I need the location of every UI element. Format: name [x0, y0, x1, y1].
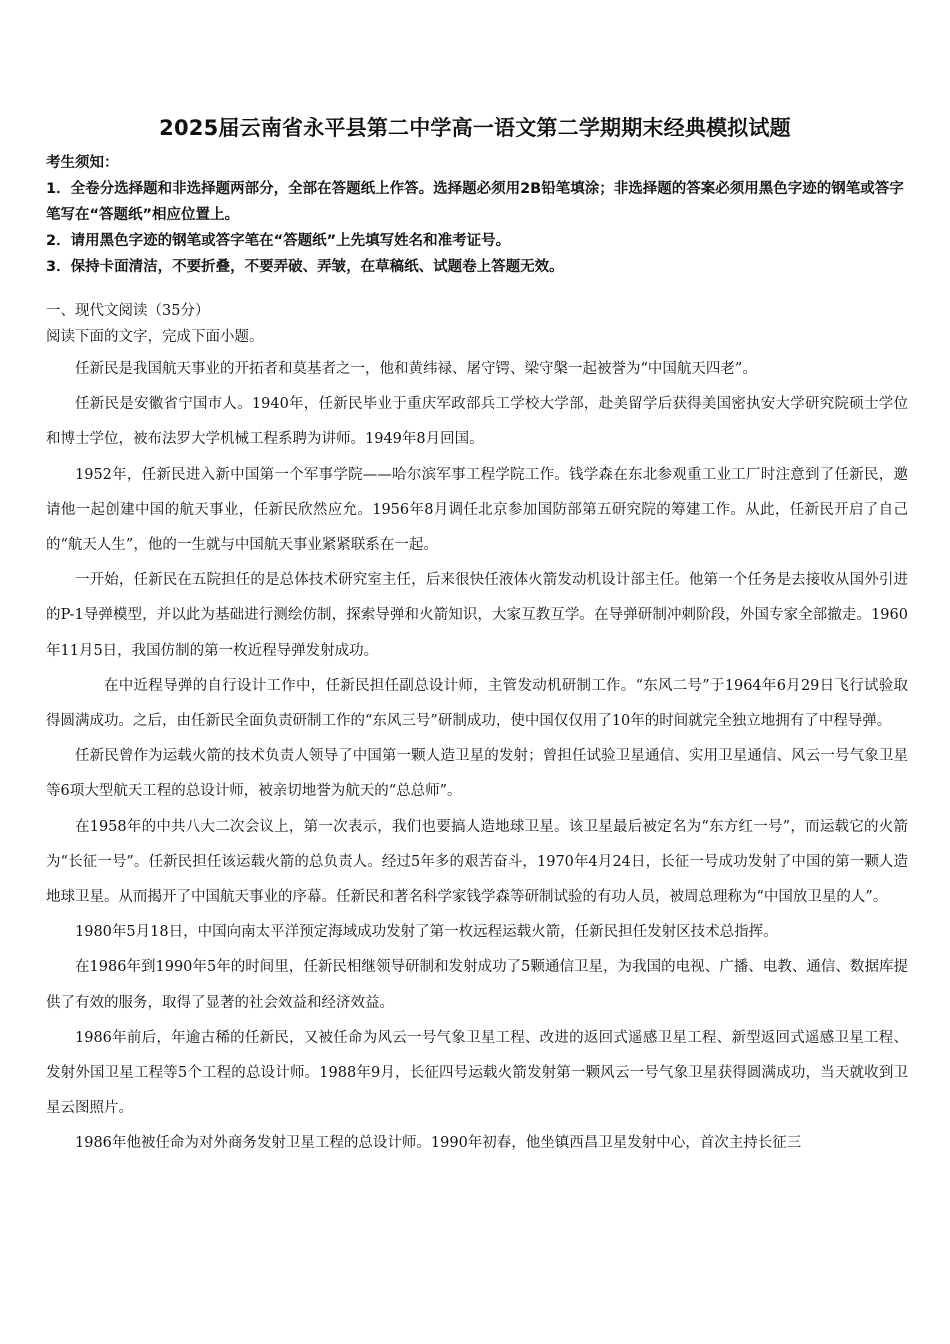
notice-heading: 考生须知：	[46, 155, 119, 171]
notice-item: 1．全卷分选择题和非选择题两部分，全部在答题纸上作答。选择题必须用2B铅笔填涂；非选择题的答案必须用黑色字迹的钢笔或答字笔写在“答题纸”相应位置上。	[46, 181, 904, 223]
notice-item: 3．保持卡面清洁，不要折叠，不要弄破、弄皱，在草稿纸、试题卷上答题无效。	[46, 259, 564, 275]
passage-paragraph: 1952年，任新民进入新中国第一个军事学院——哈尔滨军事工程学院工作。钱学森在东北参观重工业工厂时注意到了任新民，邀请他一起创建中国的航天事业，任新民欣然应允。1956年8月调任北京参加国防部第五研究院的筹建工作。从此，任新民开启了自己的“航天人生”，他的一生就与中国航天事业紧紧联系在一起。	[46, 466, 908, 554]
passage-paragraph: 1986年前后，年逾古稀的任新民，又被任命为风云一号气象卫星工程、改进的返回式遥感卫星工程、新型返回式遥感卫星工程、发射外国卫星工程等5个工程的总设计师。1988年9月，长征四号运载火箭发射第一颗风云一号气象卫星获得圆满成功，当天就收到卫星云图照片。	[46, 1029, 908, 1117]
passage-paragraph: 任新民曾作为运载火箭的技术负责人领导了中国第一颗人造卫星的发射；曾担任试验卫星通信、实用卫星通信、风云一号气象卫星等6项大型航天工程的总设计师，被亲切地誉为航天的“总总师”。	[46, 748, 908, 800]
passage-paragraph: 在1986年到1990年5年的时间里，任新民相继领导研制和发射成功了5颗通信卫星，为我国的电视、广播、电教、通信、数据库提供了有效的服务，取得了显著的社会效益和经济效益。	[46, 959, 908, 1011]
candidate-notice	[46, 150, 908, 280]
section-instruction: 阅读下面的文字，完成下面小题。	[46, 329, 264, 345]
passage-paragraph: 1980年5月18日，中国向南太平洋预定海域成功发射了第一枚远程运载火箭，任新民担任发射区技术总指挥。	[75, 924, 778, 941]
passage-paragraph: 一开始，任新民在五院担任的是总体技术研究室主任，后来很快任液体火箭发动机设计部主任。他第一个任务是去接收从国外引进的P-1导弹模型，并以此为基础进行测绘仿制，探索导弹和火箭知识，大家互教互学。在导弹研制冲刺阶段，外国专家全部撤走。1960年11月5日，我国仿制的第一枚近程导弹发射成功。	[46, 572, 908, 659]
reading-section-header	[46, 298, 908, 350]
section-heading: 一、现代文阅读（35分）	[46, 303, 210, 319]
notice-item: 2．请用黑色字迹的钢笔或答字笔在“答题纸”上先填写姓名和准考证号。	[46, 233, 511, 249]
passage-paragraph: 在中近程导弹的自行设计工作中，任新民担任副总设计师，主管发动机研制工作。“东风二号”于1964年6月29日飞行试验取得圆满成功。之后，由任新民全面负责研制工作的“东风三号”研制成功，使中国仅仅用了10年的时间就完全独立地拥有了中程导弹。	[46, 677, 908, 730]
reading-passage	[46, 352, 908, 1162]
passage-paragraph: 任新民是安徽省宁国市人。1940年，任新民毕业于重庆军政部兵工学校大学部，赴美留学后获得美国密执安大学研究院硕士学位和博士学位，被布法罗大学机械工程系聘为讲师。1949年8月回国。	[46, 396, 908, 448]
passage-paragraph: 任新民是我国航天事业的开拓者和莫基者之一，他和黄纬禄、屠守锷、梁守槃一起被誉为“中国航天四老”。	[75, 361, 757, 377]
passage-paragraph: 1986年他被任命为对外商务发射卫星工程的总设计师。1990年初春，他坐镇西昌卫星发射中心，首次主持长征三	[75, 1135, 802, 1152]
passage-paragraph: 在1958年的中共八大二次会议上，第一次表示，我们也要搞人造地球卫星。该卫星最后被定名为“东方红一号”，而运载它的火箭为“长征一号”。任新民担任该运载火箭的总负责人。经过5年多的艰苦奋斗，1970年4月24日，长征一号成功发射了中国的第一颗人造地球卫星。从而揭开了中国航天事业的序幕。任新民和著名科学家钱学森等研制试验的有功人员，被周总理称为“中国放卫星的人”。	[46, 818, 908, 906]
exam-title: 2025届云南省永平县第二中学高一语文第二学期期末经典模拟试题	[159, 116, 791, 140]
